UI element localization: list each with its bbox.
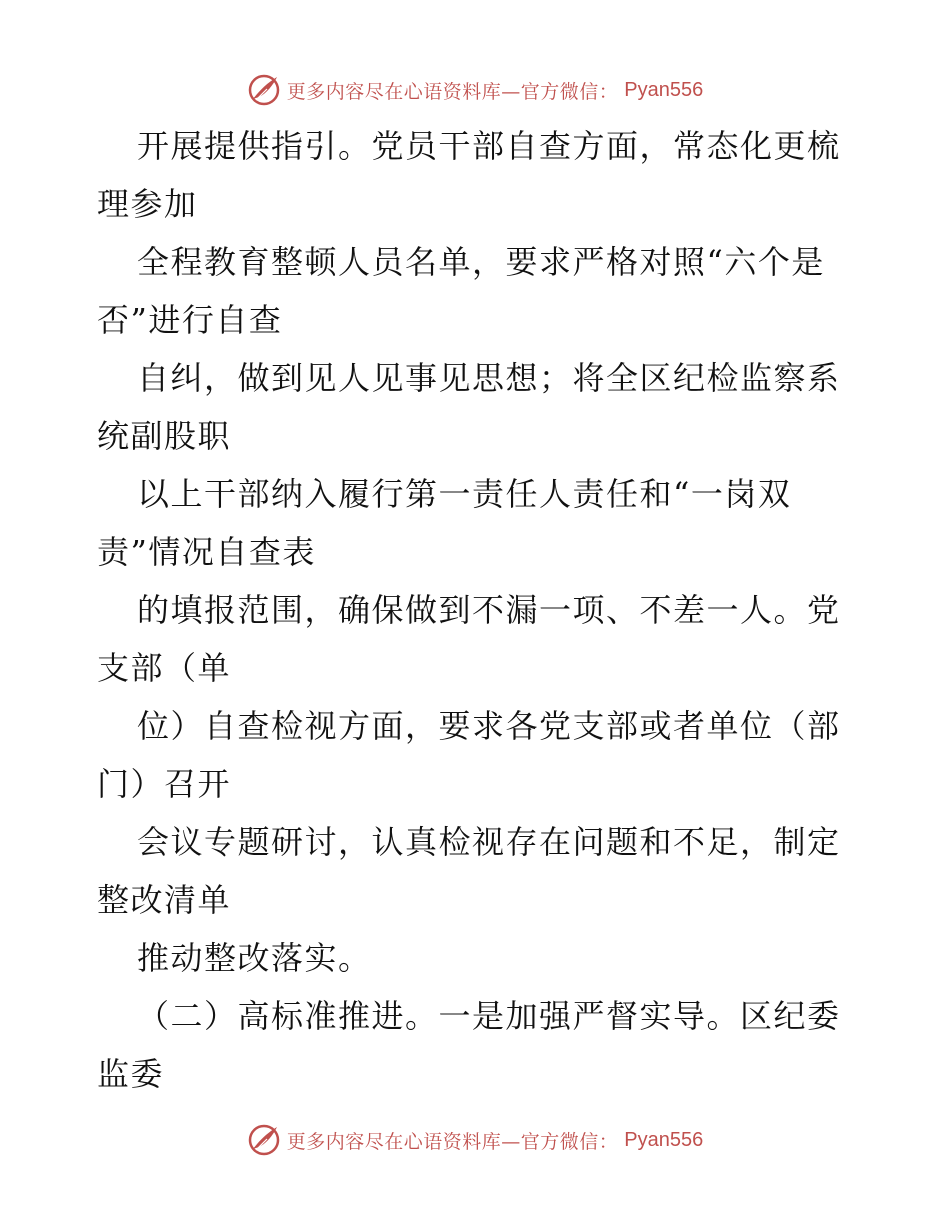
watermark-text: 更多内容尽在心语资料库—官方微信： xyxy=(286,80,619,103)
paragraph-line: 门）召开 xyxy=(97,765,232,803)
watermark-account: Pyan556 xyxy=(624,78,704,101)
paragraph-line: 会议专题研讨，认真检视存在问题和不足，制定 xyxy=(137,823,841,861)
paragraph-line: 责”情况自查表 xyxy=(97,533,316,571)
feather-quill-seal-icon xyxy=(247,73,281,107)
paragraph-line: 理参加 xyxy=(97,185,198,223)
watermark-account: Pyan556 xyxy=(624,1128,704,1151)
feather-quill-seal-icon xyxy=(247,1123,281,1157)
paragraph-line: 整改清单 xyxy=(97,881,232,919)
paragraph xyxy=(97,233,857,349)
paragraph-line: 监委 xyxy=(97,1055,165,1093)
paragraph xyxy=(97,987,857,1103)
paragraph-line: 位）自查检视方面，要求各党支部或者单位（部 xyxy=(137,707,841,745)
paragraph-line: 否”进行自查 xyxy=(97,301,283,339)
paragraph xyxy=(97,813,857,929)
paragraph-line: 全程教育整顿人员名单，要求严格对照“六个是 xyxy=(137,243,825,281)
watermark-text: 更多内容尽在心语资料库—官方微信： xyxy=(286,1130,619,1153)
paragraph-line: 支部（单 xyxy=(97,649,232,687)
paragraph-line: 开展提供指引。党员干部自查方面，常态化更梳 xyxy=(137,127,841,165)
paragraph xyxy=(97,117,857,233)
paragraph-line: 自纠，做到见人见事见思想；将全区纪检监察系 xyxy=(137,359,841,397)
paragraph xyxy=(97,465,857,581)
footer-watermark xyxy=(0,1120,950,1160)
document-body xyxy=(97,117,857,1103)
paragraph xyxy=(97,349,857,465)
paragraph xyxy=(97,929,857,987)
paragraph-line: 的填报范围，确保做到不漏一项、不差一人。党 xyxy=(137,591,841,629)
header-watermark xyxy=(0,70,950,110)
paragraph-line: 以上干部纳入履行第一责任人责任和“一岗双 xyxy=(137,475,792,513)
paragraph xyxy=(97,697,857,813)
paragraph-line: 推动整改落实。 xyxy=(137,939,372,977)
paragraph xyxy=(97,581,857,697)
paragraph-line: （二）高标准推进。一是加强严督实导。区纪委 xyxy=(137,997,841,1035)
paragraph-line: 统副股职 xyxy=(97,417,232,455)
